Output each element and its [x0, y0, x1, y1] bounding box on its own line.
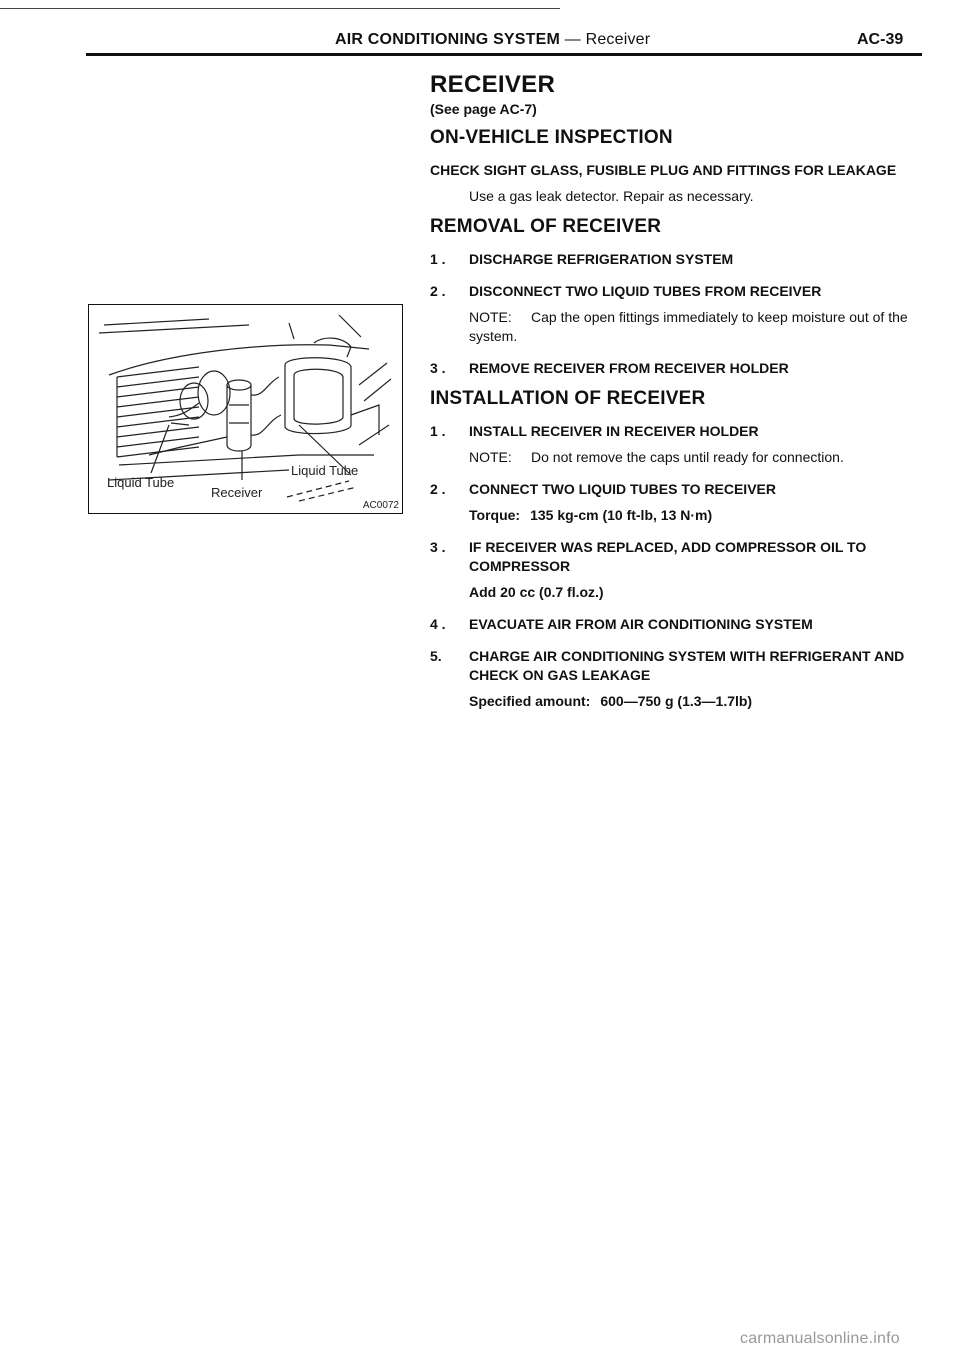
step-title: IF RECEIVER WAS REPLACED, ADD COMPRESSOR OIL TO COMPRESSOR — [469, 539, 867, 574]
step-number: 1 . — [430, 251, 446, 267]
spec-value: 600—750 g (1.3—1.7lb) — [600, 693, 753, 709]
oil-spec: Add 20 cc (0.7 fl.oz.) — [469, 584, 604, 600]
installation-step-2 — [430, 480, 920, 525]
removal-step-2 — [430, 282, 920, 346]
step-number: 3 . — [430, 539, 446, 555]
removal-heading: REMOVAL OF RECEIVER — [430, 216, 662, 237]
content-column — [430, 72, 920, 711]
spec-label: Torque: — [469, 507, 521, 523]
liquid-tube-label-left: Liquid Tube — [107, 475, 175, 490]
page-title: RECEIVER — [430, 71, 556, 98]
header-title: AIR CONDITIONING SYSTEM — [335, 31, 561, 48]
installation-step-1 — [430, 422, 920, 467]
liquid-tube-label-right: Liquid Tube — [291, 463, 359, 478]
step-title: INSTALL RECEIVER IN RECEIVER HOLDER — [469, 423, 759, 439]
figure-code: AC0072 — [362, 500, 399, 511]
receiver-label: Receiver — [211, 485, 263, 500]
top-edge-rule — [0, 8, 560, 9]
page-number: AC-39 — [857, 31, 904, 48]
installation-heading: INSTALLATION OF RECEIVER — [430, 388, 706, 409]
note-text: Cap the open fittings immediately to keep moisture out of the system. — [469, 309, 908, 344]
receiver-illustration — [88, 304, 403, 514]
step-title: REMOVE RECEIVER FROM RECEIVER HOLDER — [469, 360, 789, 376]
step-title: CHARGE AIR CONDITIONING SYSTEM WITH REFRIGERANT AND CHECK ON GAS LEAKAGE — [469, 648, 905, 683]
step-title: DISCONNECT TWO LIQUID TUBES FROM RECEIVER — [469, 283, 822, 299]
step-number: 2 . — [430, 283, 446, 299]
installation-step-5 — [430, 647, 920, 711]
step-number: 4 . — [430, 616, 446, 632]
step-number: 1 . — [430, 423, 446, 439]
torque-spec — [469, 506, 920, 525]
page-reference: (See page AC-7) — [430, 101, 537, 117]
header-dash: — — [564, 31, 581, 48]
amount-spec — [469, 692, 920, 711]
step-title: CONNECT TWO LIQUID TUBES TO RECEIVER — [469, 481, 776, 497]
step-title: DISCHARGE REFRIGERATION SYSTEM — [469, 251, 734, 267]
removal-step-1 — [430, 250, 920, 269]
note-label: NOTE: — [469, 309, 512, 325]
check-step-text: Use a gas leak detector. Repair as necessary. — [469, 188, 754, 204]
check-step-title: CHECK SIGHT GLASS, FUSIBLE PLUG AND FITTINGS FOR LEAKAGE — [430, 162, 897, 178]
step-number: 5. — [430, 648, 442, 664]
installation-step-3 — [430, 538, 920, 602]
section-header — [335, 31, 650, 49]
step-number: 2 . — [430, 481, 446, 497]
header-subtitle: Receiver — [585, 31, 651, 48]
inspection-heading: ON-VEHICLE INSPECTION — [430, 127, 673, 148]
spec-value: 135 kg-cm (10 ft-lb, 13 N·m) — [530, 507, 713, 523]
removal-step-3 — [430, 359, 920, 378]
installation-step-4 — [430, 615, 920, 634]
step-number: 3 . — [430, 360, 446, 376]
watermark: carmanualsonline.info — [740, 1330, 900, 1347]
note-label: NOTE: — [469, 449, 512, 465]
note-text: Do not remove the caps until ready for connection. — [531, 449, 844, 465]
spec-label: Specified amount: — [469, 693, 591, 709]
step-note — [469, 308, 920, 346]
header-rule — [86, 53, 922, 56]
step-note — [469, 448, 920, 467]
step-title: EVACUATE AIR FROM AIR CONDITIONING SYSTEM — [469, 616, 813, 632]
